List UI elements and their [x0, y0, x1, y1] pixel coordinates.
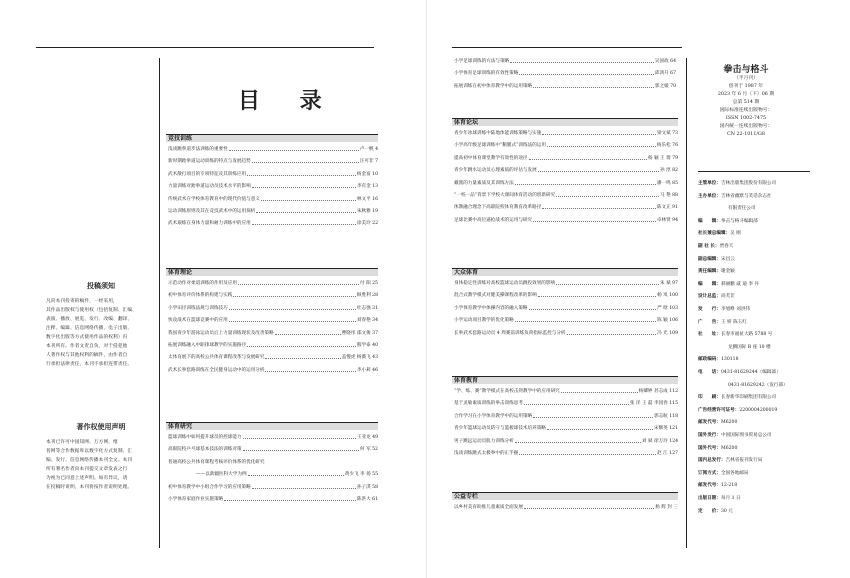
entry-leader	[533, 217, 656, 222]
toc-entry	[454, 450, 678, 457]
toc-entry	[454, 155, 678, 162]
entry-author-page: 汪可非 7	[359, 159, 378, 165]
toc-entry	[168, 280, 378, 287]
entry-author-page: 陈 颖 106	[657, 318, 678, 324]
colophon-label: 编 辑：	[698, 218, 721, 224]
toc-entry	[454, 305, 678, 312]
colophon-row	[698, 457, 762, 464]
entry-leader	[238, 280, 359, 285]
copyright-line: 编、发行、信息网络传播本刊全文。本刊	[46, 458, 133, 463]
entry-author-page: 陈洪大 61	[356, 497, 378, 502]
entry-title: 男子跳远运动员肌力训练分析	[454, 438, 514, 444]
colophon-row	[698, 193, 772, 200]
toc-section-heading: 体育论坛	[452, 118, 678, 126]
toc-entry	[454, 425, 678, 432]
left-column-divider	[159, 58, 160, 548]
colophon-value: 全国各地邮局	[720, 470, 749, 476]
entry-author-page: 杨金富 10	[356, 171, 378, 177]
entry-author-page: 李小莉 46	[356, 367, 378, 373]
colophon-label: 订阅方式：	[698, 470, 721, 476]
colophon-label: 广告经营许可证号：	[698, 407, 740, 413]
entry-title: 提高初中体育课堂教学有效性的途径	[454, 155, 528, 161]
toc-entry	[454, 330, 678, 337]
colophon-label: 主管单位：	[698, 181, 721, 186]
colophon-value: 贾春天	[719, 244, 734, 249]
colophon-label: 主办单位：	[698, 193, 721, 199]
left-top-rule	[36, 47, 374, 48]
colophon-row	[698, 281, 759, 288]
entry-title: 长拳武术套路运动员 4 周赛前训练负荷指标监控与分析	[454, 330, 566, 336]
toc-entry	[168, 342, 378, 349]
colophon-row	[698, 256, 735, 263]
entry-title: 青少年跳水运动员心理素质的评估与发展	[454, 168, 537, 174]
entry-title: 快攻战术在篮球竞赛中的应用	[168, 318, 228, 324]
toc-entry	[454, 388, 678, 395]
entry-author-page: 朱 斌 97	[660, 281, 678, 286]
toc-section-heading: 竞技训练	[166, 134, 378, 142]
toc-section-heading: 公益专栏	[452, 492, 678, 500]
copyright-line: 所有署名作者向本刊提交文章发表之行	[46, 467, 128, 472]
entry-author-page: 梁文斌 73	[656, 131, 678, 136]
issn-label: 国际标准连续出版物号：	[719, 108, 773, 113]
toc-entry	[454, 142, 678, 149]
entry-leader	[229, 305, 356, 310]
entry-author-page: 陈文正 91	[656, 205, 678, 211]
colophon-row	[698, 205, 756, 212]
entry-leader	[248, 471, 344, 476]
colophon-label: 副 社 长：	[698, 244, 720, 249]
toc-entry	[454, 317, 678, 324]
entry-author-page: 吴国政 64	[654, 59, 676, 64]
entry-leader	[515, 317, 656, 322]
colophon-row	[698, 218, 758, 225]
entry-title: 戴派的力量素质及其训练方法	[454, 180, 514, 186]
toc-entry	[454, 83, 676, 90]
toc-entry	[168, 208, 378, 215]
colophon-value: 30 元	[720, 508, 733, 514]
colophon-row	[698, 394, 776, 401]
colophon-label: 国外代号：	[698, 445, 721, 451]
entry-title: 体教融合理念下高职院校体育教育改革路径	[454, 205, 542, 211]
colophon-label: 副总编辑：	[698, 256, 721, 262]
colophon-value: M6200	[720, 445, 738, 451]
right-column-divider	[686, 58, 687, 548]
entry-leader	[533, 413, 653, 418]
entry-author-page: 严 晗 103	[657, 305, 678, 311]
entry-author-page: 杨 颖 王 倩 79	[647, 155, 678, 161]
colophon-value: 龙腾国际 B 座 10 楼	[728, 344, 771, 350]
entry-leader	[252, 183, 356, 188]
colophon-value: 0431-81629244（编辑部）	[720, 370, 781, 375]
entry-leader	[547, 142, 656, 147]
entry-leader	[252, 158, 359, 163]
cn-number: CN 22-1011/G8	[727, 132, 765, 137]
entry-leader	[229, 146, 359, 151]
entry-title: 青少年篮球运动员防守与篮板球技术培养策略	[454, 426, 546, 432]
entry-title: “一校一品”背景下学校大课间体育活动的创新研究	[454, 193, 556, 198]
toc-entry	[454, 204, 678, 211]
colophon-row	[698, 445, 737, 452]
page-gutter	[426, 0, 427, 578]
entry-title: ——以新疆医科大学为例	[196, 472, 247, 478]
notice-line: 表演、播放、展览、发行、改编、翻译、	[46, 317, 133, 322]
entry-leader	[515, 180, 656, 185]
entry-leader	[519, 70, 654, 75]
entry-leader	[510, 58, 654, 63]
toc-entry	[168, 317, 378, 324]
entry-author-page: 熊学泰 40	[356, 343, 378, 348]
copyright-line: 为视为已同意上述声明。如有异议，请	[46, 476, 128, 481]
entry-title: 太体育展下的高校公共体育课程改革与发展研究	[168, 355, 265, 361]
toc-entry	[454, 280, 678, 287]
entry-title: 初中体育教学中小组合作学习的应用策略	[168, 484, 251, 490]
founded-year: 创刊于 1987 年	[728, 84, 764, 89]
notice-line: 人著作权与其他权利的稿件，由作者自	[46, 353, 128, 358]
entry-leader	[247, 171, 356, 176]
colophon-row	[698, 356, 739, 363]
copyright-text	[46, 438, 158, 492]
entry-leader	[556, 192, 659, 197]
entry-title: 普通高校公共体育课程考核评价体系的优化研究	[168, 459, 265, 465]
entry-author-page: 卓林贤 94	[656, 217, 678, 223]
entry-author-page: 何 军 52	[360, 447, 378, 453]
colophon-label: 社长兼总编辑：	[698, 231, 731, 237]
colophon-label: 邮发代号：	[698, 420, 721, 426]
colophon-rule	[698, 171, 810, 172]
entry-leader	[252, 220, 356, 225]
toc-entry	[168, 158, 378, 165]
entry-title: 以乡村美育助推儿童素质全面发展	[454, 505, 523, 510]
colophon-label: 社 址：	[698, 332, 721, 338]
magazine-title: 拳击与格斗	[723, 65, 769, 75]
entry-title: 小学高年级足球训练中“鹅腿式”训练法的运用	[454, 143, 546, 149]
entry-leader	[538, 167, 659, 172]
entry-title: 新时期跆拳道运动训练的特点与发展趋势	[168, 159, 251, 165]
cn-label: 国内统一连续出版物号：	[719, 124, 773, 129]
entry-author-page: 潘一鸣 85	[656, 180, 678, 186]
entry-title: 浅谈训练跳式太极拳中的正手握	[454, 451, 519, 456]
colophon-label: 定 价：	[698, 508, 721, 514]
colophon-row	[698, 495, 741, 502]
entry-author-page: 刘春艳 34	[356, 318, 378, 324]
entry-leader	[538, 292, 656, 297]
entry-title: 高职院校乒乓球基本技法的训练对策	[168, 447, 242, 453]
copyright-title: 著作权使用声明	[76, 423, 126, 431]
colophon-row	[698, 344, 771, 351]
colophon-row	[698, 482, 737, 489]
toc-entry	[168, 484, 378, 491]
entry-title: 篮球训练中如何提升球员的控球能力	[168, 435, 242, 440]
toc-entry	[168, 471, 378, 478]
colophon-row	[698, 243, 733, 250]
entry-leader	[561, 388, 638, 393]
notice-line: 行承担法律责任，本刊不承担连带责任。	[46, 362, 133, 367]
colophon-row	[698, 407, 777, 414]
toc-title: 目 录	[238, 88, 338, 114]
entry-title: 初中体育评价体系的构建与实践	[168, 293, 233, 299]
toc-section-heading: 体育理论	[166, 268, 378, 276]
entry-author-page: 郭志航 118	[653, 413, 678, 419]
entry-title: 小学足球训练的方法与策略	[454, 59, 510, 64]
entry-title: “学、练、赛”教学模式在高校击剑教学中的应用研究	[454, 389, 560, 394]
right-top-rule	[452, 47, 682, 48]
entry-leader	[529, 305, 657, 310]
colophon-row	[698, 306, 750, 313]
entry-title: 我国青少年游泳运动员后上力量训练现状及改善策略	[168, 330, 274, 336]
colophon-row	[698, 293, 735, 300]
entry-author-page: 冯 光 109	[657, 330, 678, 336]
entry-title: 小学体育家庭作业实施策略	[168, 497, 224, 502]
entry-title: 浅谈跳拳道步法训练的重要性	[168, 147, 228, 152]
magazine-info	[692, 62, 800, 139]
entry-title: 武术长拳套路训练在全民健身运动中的运用分析	[168, 367, 265, 373]
colophon-label: 国外发行：	[698, 433, 721, 438]
entry-author-page: 邱鸿升 67	[654, 71, 676, 77]
entry-author-page: 顾胜利 28	[356, 293, 378, 299]
entry-author-page: 孙子淇 58	[356, 484, 378, 490]
entry-author-page: 王亚龙 49	[356, 435, 378, 440]
toc-entry	[168, 446, 378, 453]
entry-leader	[275, 330, 341, 335]
entry-title: 拓展训练融入中职排球教学的实施路径	[168, 343, 247, 348]
entry-author-page: 张 洋 王 磊 李园春 115	[629, 401, 678, 407]
entry-leader	[224, 496, 356, 501]
entry-leader	[556, 280, 659, 285]
entry-title: 混合式教学模式对健美操课程改革的影响	[454, 293, 537, 299]
colophon-row	[698, 432, 772, 439]
entry-leader	[529, 155, 647, 160]
colophon-value: 0431-81629242（发行部）	[728, 382, 788, 388]
entry-author-page: 宋顺英 121	[653, 426, 678, 432]
entry-leader	[243, 434, 356, 439]
notice-line: 数字化出版等方式使用作品的权利）归	[46, 335, 128, 340]
entry-leader	[524, 504, 654, 509]
colophon-label: 国内总发行：	[698, 458, 726, 464]
entry-author-page: 杨 岚 100	[657, 293, 678, 299]
entry-author-page: 付 阳 25	[360, 281, 378, 286]
colophon-value: 吉林省幽默与笑话杂志社	[720, 193, 772, 199]
colophon-row	[698, 369, 781, 376]
toc-entry	[168, 146, 378, 153]
colophon-row	[698, 268, 735, 275]
entry-title: 示范动作对柔道训练的作用及应用	[168, 281, 237, 286]
toc-entry	[454, 413, 678, 420]
entry-author-page: 郭之媛 70	[654, 83, 676, 89]
toc-entry	[454, 400, 678, 407]
toc-entry	[168, 434, 378, 441]
entry-title: 运动训练原则及其在竞技武术中的运用探析	[168, 209, 256, 214]
submission-notice-title: 投稿须知	[87, 282, 115, 290]
entry-leader	[265, 354, 340, 359]
colophon-label: 印 刷：	[698, 395, 721, 401]
entry-leader	[515, 438, 641, 443]
toc-section-heading: 体育教育	[452, 376, 678, 384]
entry-author-page: 孙 淳 82	[660, 168, 678, 174]
colophon-label: 设计总监：	[698, 294, 721, 300]
colophon-row	[698, 230, 741, 237]
toc-entry	[168, 459, 378, 466]
colophon-value: 吴 刚	[730, 231, 741, 237]
colophon-row	[698, 508, 733, 515]
toc-section-heading: 大众体育	[452, 268, 678, 276]
colophon-row	[698, 319, 747, 326]
colophon-label: 编 辑：	[698, 281, 721, 287]
copyright-line: 普网等合作数据库以数字化方式复制、汇	[46, 449, 133, 454]
entry-leader	[247, 342, 356, 347]
toc-section-heading: 体育研究	[166, 422, 378, 430]
entry-leader	[243, 446, 360, 451]
entry-author-page: 杨 辉 封 三	[655, 505, 678, 510]
toc-entry	[454, 504, 678, 511]
colophon-value: 吉林省报刊发行局	[725, 458, 763, 464]
colophon-label: 广 告：	[698, 319, 721, 325]
colophon-value: 拳击与格斗编辑部	[720, 218, 758, 224]
entry-author-page: 盖慢虎 杨薇飞 43	[341, 355, 378, 361]
notice-line: 注释、编辑、信息网络传播、电子出版、	[46, 326, 133, 331]
colophon-value: 谢金颖	[720, 269, 735, 275]
entry-author-page: 李有金 13	[356, 184, 378, 190]
entry-title: 武术艰练在身体力量和耐力训练中的应用	[168, 221, 251, 227]
entry-author-page: 杜志强 31	[356, 305, 378, 311]
toc-entry	[168, 292, 378, 299]
entry-leader	[524, 400, 629, 405]
colophon-label: 责任编辑：	[698, 269, 721, 275]
entry-title: 基于灵敏素质训练的拳击训练思考	[454, 401, 523, 407]
toc-entry	[454, 70, 676, 77]
colophon-value: 吉林出版集团股份有限公司	[720, 181, 777, 186]
entry-leader	[256, 208, 356, 213]
entry-leader	[265, 367, 355, 372]
entry-title: 小学运动项目教学的优化策略	[454, 318, 514, 324]
entry-title: 力量训练对跆拳道运动员技术水平的影响	[168, 184, 251, 190]
copyright-line: 在投稿时说明，本刊将按作者说明处理。	[46, 485, 133, 490]
entry-leader	[261, 196, 356, 201]
toc-entry	[168, 330, 378, 337]
colophon-row	[698, 382, 788, 389]
entry-title: 足球比赛中高位逼抢战术的运用与研究	[454, 217, 533, 223]
toc-entry	[454, 217, 678, 224]
entry-title: 传统武术在学校体育教育中的现代价值与意义	[168, 196, 260, 202]
colophon-label: 邮发代号：	[698, 483, 721, 489]
entry-author-page: 徐美玲 22	[356, 221, 378, 227]
entry-author-page: 马 艳 88	[660, 193, 678, 198]
colophon-label: 电 话：	[698, 370, 721, 375]
issn-number: ISSN 1002-7475	[725, 116, 767, 121]
entry-author-page: 杨卿婷 甚志成 112	[638, 389, 678, 394]
colophon-value: 有限责任公司	[728, 206, 756, 212]
left-notice-column	[44, 0, 158, 578]
toc-entry	[168, 171, 378, 178]
colophon-row	[698, 180, 776, 187]
entry-leader	[233, 292, 356, 297]
colophon-label: 出版日期：	[698, 496, 721, 501]
submission-notice-text	[46, 297, 158, 369]
entry-title: 身体稳定性训练对高校篮球运动员跳投效果的影响	[454, 281, 556, 286]
colophon-row	[698, 331, 772, 338]
entry-author-page: 林文平 16	[356, 196, 378, 202]
entry-leader	[547, 425, 653, 430]
entry-leader	[542, 204, 656, 209]
entry-title: 拓展训练在初中体育教学中的运用策略	[454, 83, 533, 89]
toc-entry	[168, 367, 378, 374]
entry-author-page: 卢一帆 4	[359, 147, 378, 152]
entry-author-page: 朱秋雅 19	[356, 209, 378, 214]
toc-entry	[454, 192, 678, 199]
colophon-value: 130118	[720, 357, 739, 363]
colophon-value: 长春市福祉大路 5788 号	[720, 332, 773, 338]
toc-entry	[454, 58, 676, 65]
entry-leader	[229, 317, 356, 322]
notice-line: 凡向本刊投寄的稿件，一经采用，	[46, 299, 118, 304]
toc-entry	[168, 220, 378, 227]
colophon-row	[698, 419, 737, 426]
entry-author-page: 赵 江 127	[657, 451, 678, 456]
entry-author-page: 刘 斌 徐万玲 124	[641, 438, 678, 444]
entry-title: 小学体育教学中体操内容的融入策略	[454, 305, 528, 311]
entry-leader	[533, 83, 654, 88]
entry-author-page: 曹晓彤 邵文俊 37	[341, 330, 378, 336]
toc-entry	[168, 496, 378, 503]
notice-line: 本刊所有。作者文责自负，对于侵犯他	[46, 344, 128, 349]
toc-entry	[454, 167, 678, 174]
toc-entry	[168, 305, 378, 312]
copyright-line: 本刊已许可中国知网、万方网、维	[46, 440, 118, 445]
entry-title: 武术散打项目的专项特征及其训练应用	[168, 171, 247, 177]
entry-leader	[542, 130, 656, 135]
colophon-row	[698, 470, 749, 477]
total-issue: 总第 514 期	[732, 100, 760, 105]
toc-entry	[168, 183, 378, 190]
entry-title: 小学体育足球训练的有效性策略	[454, 71, 519, 77]
entry-title: 青少年冰球训练中陆地体能训练策略与实施	[454, 131, 542, 136]
colophon-label: 邮政编码：	[698, 357, 721, 363]
toc-entry	[168, 196, 378, 203]
colophon-value: 宋昌云	[720, 256, 735, 262]
issue-date: 2023 年 6 月（下）06 期	[717, 92, 775, 97]
entry-author-page: 黄少飞 李 扬 55	[344, 472, 378, 478]
entry-author-page: 杨乐松 76	[656, 143, 678, 149]
toc-entry	[454, 292, 678, 299]
colophon-value: M6200	[720, 420, 738, 426]
magazine-frequency: （半月刊）	[734, 76, 758, 81]
entry-title: 合作学习在小学体育教学中的运用策略	[454, 413, 533, 419]
notice-line: 其作品出版权与使用权（包括复制、汇编、	[46, 308, 137, 313]
colophon-value: 每月 1 日	[720, 496, 741, 501]
colophon-value: 2200004200019	[739, 407, 778, 413]
entry-leader	[567, 330, 657, 335]
colophon-value: 长春新华印刷集团有限公司	[720, 395, 777, 401]
toc-entry	[454, 180, 678, 187]
toc-entry	[168, 354, 378, 361]
entry-leader	[519, 450, 656, 455]
colophon-value: 中国国际图书贸易总公司	[720, 433, 772, 438]
colophon-value: 郝丽鹏 戚 迪 李 丹	[720, 281, 759, 287]
toc-entry	[454, 130, 678, 137]
colophon-value: 尚芙非	[720, 294, 735, 300]
colophon-value: 李旭峥 刘洪伟	[720, 307, 751, 312]
entry-title: 小学田径训练法规与训练技巧	[168, 305, 228, 311]
toc-entry	[454, 438, 678, 445]
colophon-value: 12-218	[720, 483, 738, 489]
colophon-value: 王 妍 陈玉红	[720, 319, 747, 325]
entry-leader	[252, 484, 356, 489]
colophon-label: 发 行：	[698, 307, 721, 312]
